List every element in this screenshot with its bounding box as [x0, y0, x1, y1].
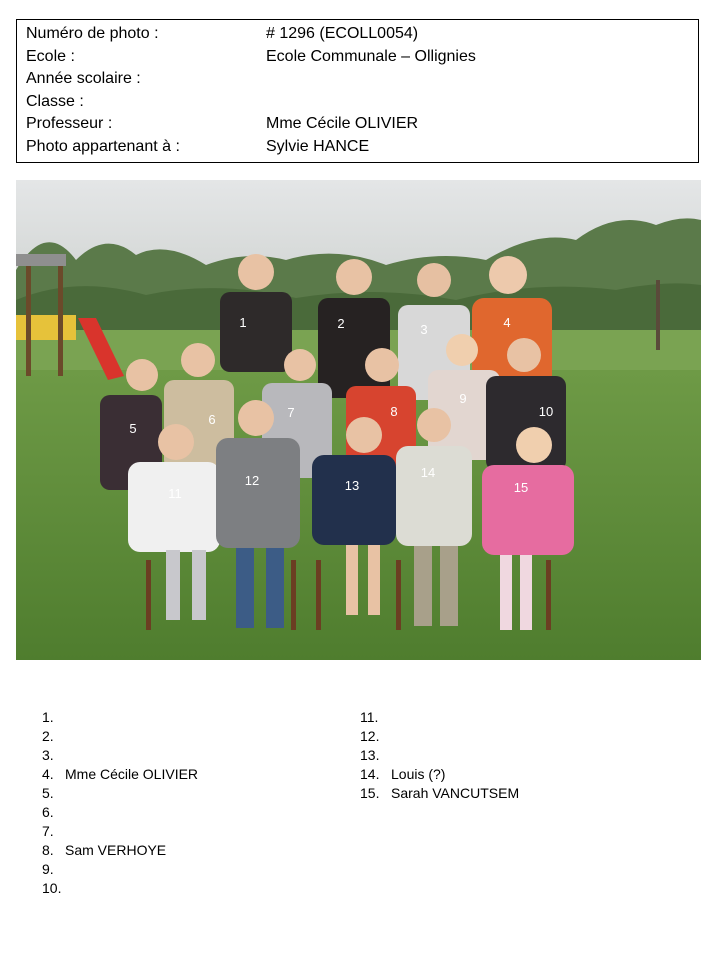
list-item: 9.: [42, 861, 54, 877]
photo-label-4: 4: [503, 315, 511, 330]
photo-label-8: 8: [390, 404, 398, 419]
info-label: Photo appartenant à :: [26, 138, 180, 155]
info-value: Sylvie HANCE: [266, 138, 370, 155]
photo-label-13: 13: [344, 478, 360, 493]
names-list-right: [360, 708, 519, 803]
names-list-left: [42, 708, 198, 898]
photo-label-3: 3: [420, 322, 428, 337]
list-item: 5.: [42, 785, 54, 801]
photo-label-15: 15: [513, 480, 529, 495]
list-item: 8. Sam VERHOYE: [42, 842, 167, 858]
list-item: 14. Louis (?): [360, 766, 446, 782]
person-name: Sarah VANCUTSEM: [391, 785, 520, 801]
list-item: 3.: [42, 747, 54, 763]
info-label: Professeur :: [26, 115, 113, 132]
photo-label-11: 11: [168, 486, 182, 501]
list-item: 7.: [42, 823, 54, 839]
person-name: Mme Cécile OLIVIER: [65, 766, 199, 782]
info-label: Classe :: [26, 93, 84, 110]
list-item: 1.: [42, 709, 54, 725]
photo-label-5: 5: [129, 421, 137, 436]
photo-label-12: 12: [244, 473, 260, 488]
info-label: Année scolaire :: [26, 70, 141, 87]
photo-label-6: 6: [208, 412, 216, 427]
class-photo-illustration: [16, 180, 701, 660]
list-item: 2.: [42, 728, 54, 744]
info-value: # 1296 (ECOLL0054): [266, 25, 419, 42]
photo-label-10: 10: [538, 404, 554, 419]
list-item: 4. Mme Cécile OLIVIER: [42, 766, 199, 782]
list-item: 13.: [360, 747, 380, 763]
list-item: 12.: [360, 728, 380, 744]
list-item: 6.: [42, 804, 54, 820]
class-photo: [16, 180, 701, 660]
photo-label-7: 7: [287, 405, 295, 420]
photo-label-1: 1: [239, 315, 247, 330]
list-item: 11.: [360, 709, 379, 725]
photo-label-2: 2: [337, 316, 345, 331]
info-value: Ecole Communale – Ollignies: [266, 48, 476, 65]
info-label: Ecole :: [26, 48, 75, 65]
list-item: 10.: [42, 880, 62, 896]
photo-label-9: 9: [459, 391, 467, 406]
info-value: Mme Cécile OLIVIER: [266, 115, 419, 132]
photo-label-14: 14: [420, 465, 436, 480]
person-name: Louis (?): [391, 766, 446, 782]
list-item: 15. Sarah VANCUTSEM: [360, 785, 520, 801]
photo-info-box: [16, 19, 699, 163]
info-label: Numéro de photo :: [26, 25, 159, 42]
person-name: Sam VERHOYE: [65, 842, 167, 858]
